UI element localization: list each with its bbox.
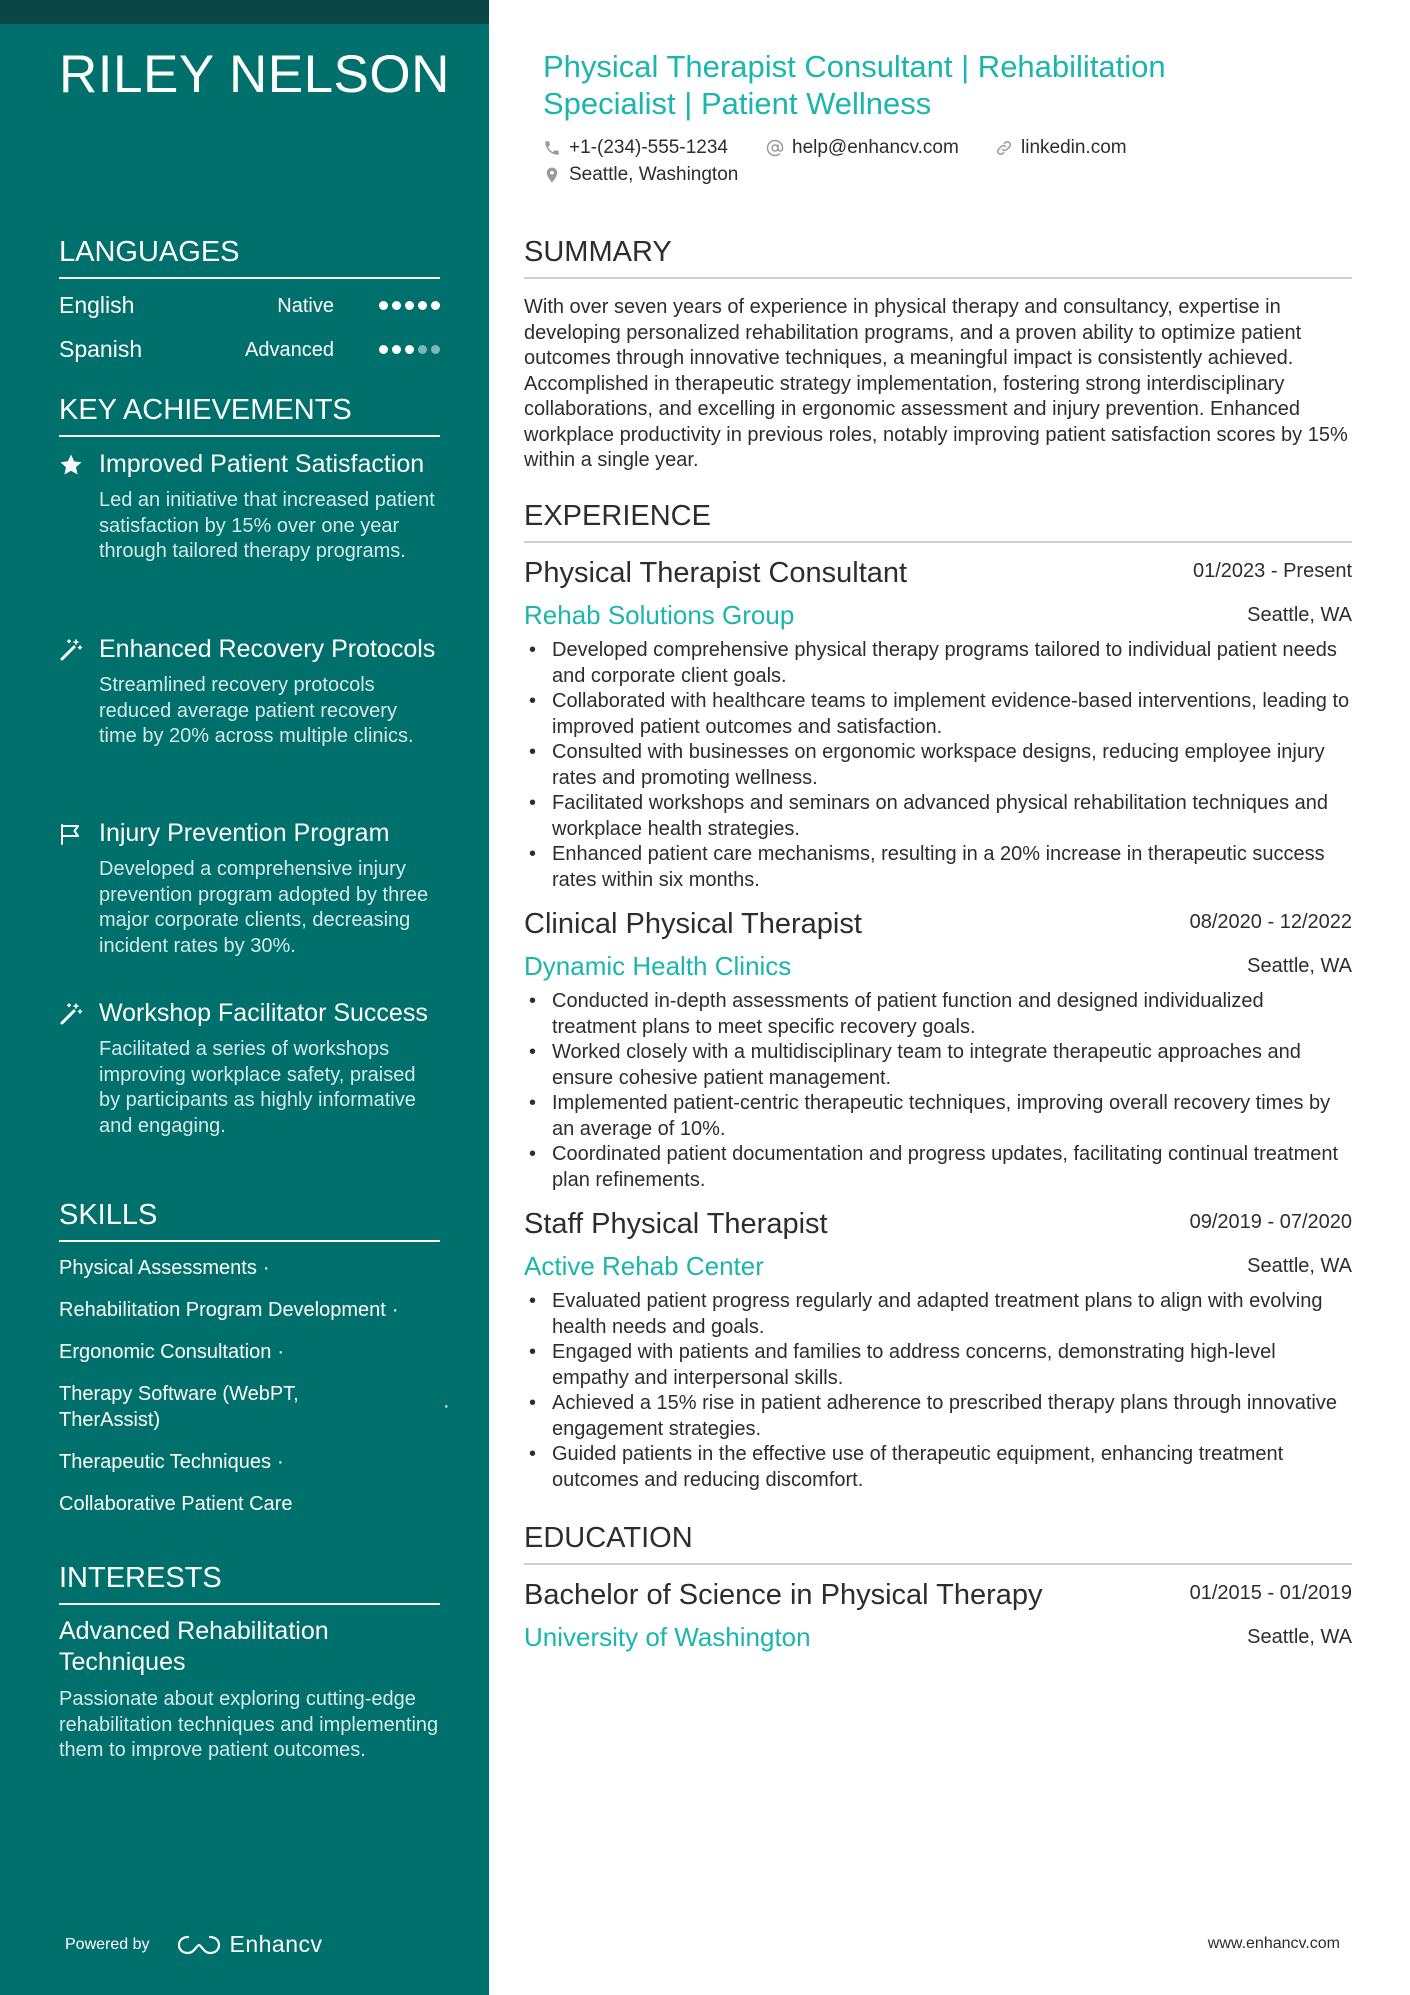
achievement-title: Workshop Facilitator Success — [99, 999, 428, 1027]
proficiency-dot-filled — [405, 345, 414, 354]
achievement-title: Enhanced Recovery Protocols — [99, 635, 436, 663]
summary-text: With over seven years of experience in physical therapy and consultancy, expertise in developing personalized rehabilitation programs, and a proven ability to optimize patient outcomes through innovative techniques, a meaningful impact is consistently achieved. Accomplished in therapeutic strategy implementation, fostering strong interdisciplinary collaborations, and excelling in ergonomic assessment and injury prevention. Enhanced workplace productivity in previous roles, notably improving patient satisfaction scores by 15% within a single year. — [524, 296, 1348, 471]
company-name: Active Rehab Center — [524, 1251, 764, 1281]
job-dates: 01/2023 - Present — [1193, 560, 1352, 582]
achievement-description: Streamlined recovery protocols reduced average patient recovery time by 20% across multiple clinics. — [99, 674, 414, 747]
skill-item: Physical Assessments · — [59, 1257, 270, 1279]
degree-title: Bachelor of Science in Physical Therapy — [524, 1579, 1043, 1611]
job-location: Seattle, WA — [1247, 604, 1352, 626]
company-name: Dynamic Health Clinics — [524, 951, 792, 981]
list-item: • Developed comprehensive physical therapy programs tailored to individual patient needs and corporate client goals. — [524, 638, 1352, 689]
job-bullets — [524, 989, 1352, 1193]
skill-item: Collaborative Patient Care — [59, 1493, 293, 1515]
list-item: • Facilitated workshops and seminars on advanced physical rehabilitation techniques and workplace health strategies. — [524, 791, 1352, 842]
link-icon — [995, 139, 1013, 157]
language-level: Native — [277, 295, 334, 317]
star-icon — [59, 453, 83, 477]
skill-item: Therapeutic Techniques · — [59, 1451, 284, 1473]
list-item: • Enhanced patient care mechanisms, resulting in a 20% increase in therapeutic success rates within six months. — [524, 842, 1352, 893]
language-name: Spanish — [59, 336, 143, 362]
contact-linkedin[interactable]: linkedin.com — [995, 137, 1127, 159]
interest-title: Advanced Rehabilitation Techniques — [59, 1617, 329, 1676]
contact-phone: +1-(234)-555-1234 — [543, 137, 728, 159]
achievement-title: Injury Prevention Program — [99, 819, 390, 847]
list-item: • Coordinated patient documentation and progress updates, facilitating continual treatment plan refinements. — [524, 1142, 1352, 1193]
interests-heading: INTERESTS — [59, 1562, 440, 1605]
language-name: English — [59, 292, 135, 318]
job-dates: 08/2020 - 12/2022 — [1189, 911, 1352, 933]
education-dates: 01/2015 - 01/2019 — [1189, 1582, 1352, 1604]
footer-url[interactable]: www.enhancv.com — [1207, 1935, 1340, 1952]
proficiency-dot-filled — [392, 345, 401, 354]
language-row — [59, 292, 440, 322]
skill-item: Therapy Software (WebPT, TherAssist) · — [59, 1383, 450, 1431]
list-item: • Worked closely with a multidisciplinary team to integrate therapeutic approaches and ensure cohesive patient management. — [524, 1040, 1352, 1091]
proficiency-dot-filled — [405, 301, 414, 310]
sidebar — [0, 0, 489, 1995]
contact-location: Seattle, Washington — [543, 164, 738, 186]
skill-item: Rehabilitation Program Development · — [59, 1299, 399, 1321]
education-location: Seattle, WA — [1247, 1626, 1352, 1648]
flag-icon — [59, 822, 83, 846]
headline: Physical Therapist Consultant | Rehabilitation Specialist | Patient Wellness — [543, 49, 1166, 121]
list-item: • Evaluated patient progress regularly and adapted treatment plans to align with evolving health needs and goals. — [524, 1289, 1352, 1340]
summary-heading: SUMMARY — [524, 236, 1352, 279]
achievement-item — [59, 634, 440, 750]
proficiency-dots — [379, 301, 440, 310]
job-location: Seattle, WA — [1247, 1255, 1352, 1277]
school-name: University of Washington — [524, 1622, 811, 1652]
list-item: • Guided patients in the effective use of therapeutic equipment, enhancing treatment outcomes and reducing discomfort. — [524, 1442, 1352, 1493]
achievement-description: Facilitated a series of workshops improving workplace safety, praised by participants as highly informative and engaging. — [99, 1038, 416, 1137]
proficiency-dot-filled — [379, 345, 388, 354]
education-heading: EDUCATION — [524, 1522, 1352, 1565]
proficiency-dot-filled — [392, 301, 401, 310]
job-bullets — [524, 1289, 1352, 1493]
location-pin-icon — [543, 165, 561, 185]
language-row — [59, 336, 440, 366]
job-dates: 09/2019 - 07/2020 — [1189, 1211, 1352, 1233]
sidebar-top-bar — [0, 0, 489, 24]
achievements-heading: KEY ACHIEVEMENTS — [59, 394, 440, 437]
proficiency-dots — [379, 345, 440, 354]
skills-heading: SKILLS — [59, 1199, 440, 1242]
language-level: Advanced — [245, 339, 334, 361]
enhancv-brand: Enhancv — [229, 1931, 323, 1957]
proficiency-dot-empty — [431, 345, 440, 354]
contact-email[interactable]: help@enhancv.com — [766, 137, 959, 159]
achievement-description: Led an initiative that increased patient satisfaction by 15% over one year through tailored therapy programs. — [99, 489, 435, 562]
proficiency-dot-empty — [418, 345, 427, 354]
languages-heading: LANGUAGES — [59, 236, 440, 279]
experience-heading: EXPERIENCE — [524, 500, 1352, 543]
enhancv-logo-icon — [176, 1933, 222, 1957]
achievement-item — [59, 818, 440, 959]
proficiency-dot-filled — [431, 301, 440, 310]
achievement-title: Improved Patient Satisfaction — [99, 450, 425, 478]
list-item: • Consulted with businesses on ergonomic workspace designs, reducing employee injury rates and promoting wellness. — [524, 740, 1352, 791]
list-item: • Collaborated with healthcare teams to implement evidence-based interventions, leading to improved patient outcomes and satisfaction. — [524, 689, 1352, 740]
achievement-item — [59, 998, 440, 1139]
job-title: Clinical Physical Therapist — [524, 908, 862, 940]
skill-item: Ergonomic Consultation · — [59, 1341, 285, 1363]
achievement-description: Developed a comprehensive injury prevention program adopted by three major corporate clients, decreasing incident rates by 30%. — [99, 858, 429, 957]
powered-by-label: Powered by — [65, 1935, 150, 1953]
job-location: Seattle, WA — [1247, 955, 1352, 977]
job-title: Physical Therapist Consultant — [524, 557, 908, 589]
interest-description: Passionate about exploring cutting-edge rehabilitation techniques and implementing them to improve patient outcomes. — [59, 1688, 439, 1761]
candidate-name: RILEY NELSON — [59, 45, 450, 104]
job-title: Staff Physical Therapist — [524, 1208, 828, 1240]
powered-by — [65, 1931, 323, 1958]
job-bullets — [524, 638, 1352, 893]
magic-wand-icon — [59, 1002, 83, 1026]
list-item: • Achieved a 15% rise in patient adherence to prescribed therapy plans through innovative engagement strategies. — [524, 1391, 1352, 1442]
achievement-item — [59, 449, 440, 565]
enhancv-logo[interactable] — [176, 1931, 323, 1958]
at-sign-icon — [766, 139, 784, 157]
magic-wand-icon — [59, 638, 83, 662]
list-item: • Conducted in-depth assessments of patient function and designed individualized treatment plans to meet specific recovery goals. — [524, 989, 1352, 1040]
proficiency-dot-filled — [379, 301, 388, 310]
list-item: • Implemented patient-centric therapeutic techniques, improving overall recovery times by an average of 10%. — [524, 1091, 1352, 1142]
phone-icon — [543, 139, 561, 157]
company-name: Rehab Solutions Group — [524, 600, 795, 630]
list-item: • Engaged with patients and families to address concerns, demonstrating high-level empathy and interpersonal skills. — [524, 1340, 1352, 1391]
proficiency-dot-filled — [418, 301, 427, 310]
